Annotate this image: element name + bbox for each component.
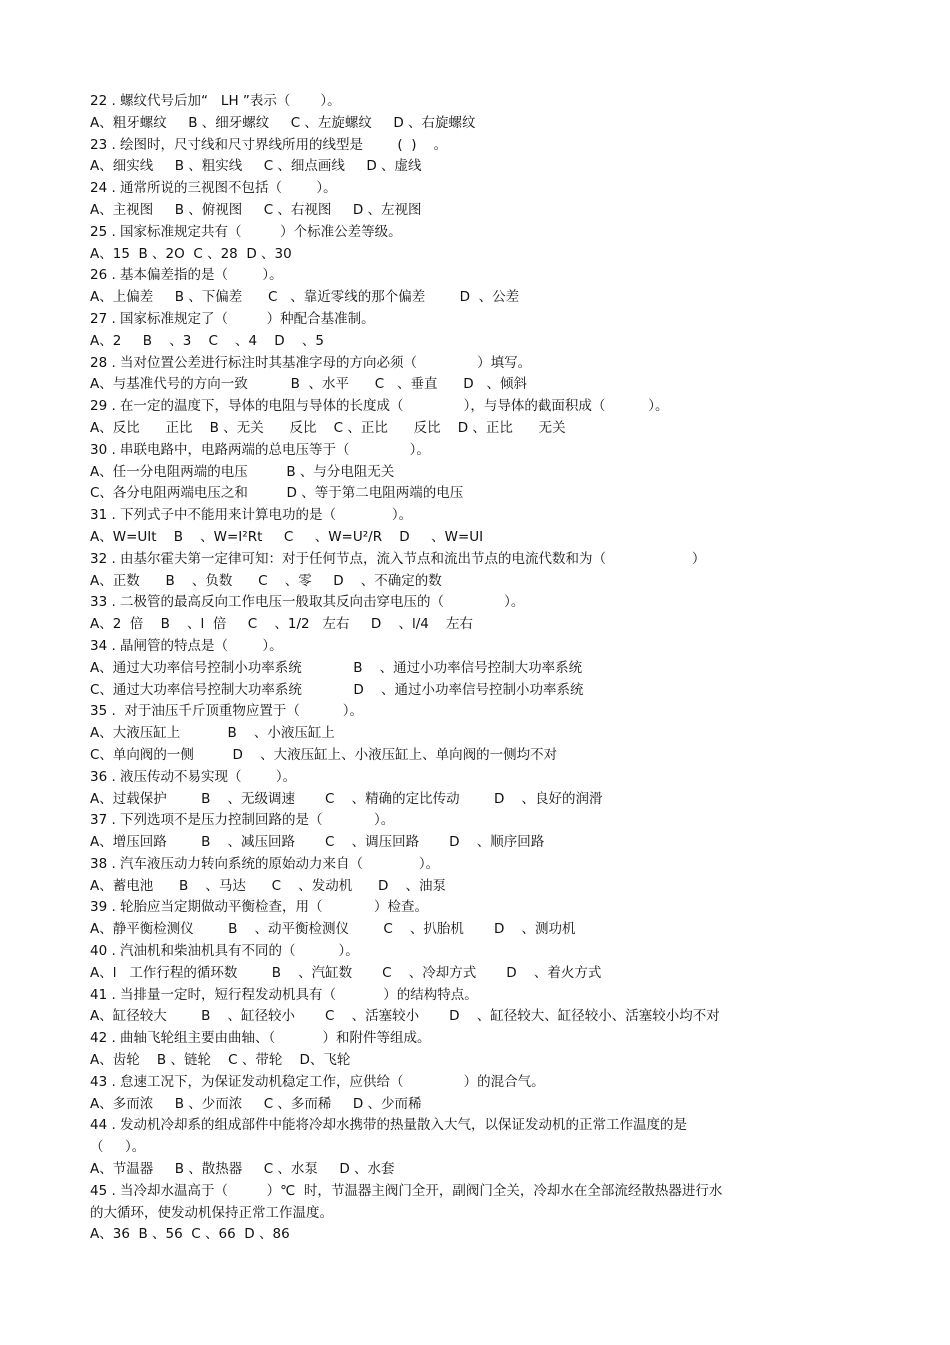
question-text: 35 . 对于油压千斤顶重物应置于（ ）。 bbox=[90, 703, 364, 720]
answer-options: A、大液压缸上 B 、小液压缸上 bbox=[90, 725, 335, 742]
answer-options: A、静平衡检测仪 B 、动平衡检测仪 C 、扒胎机 D 、测功机 bbox=[90, 921, 576, 938]
question-text: 的大循环，使发动机保持正常工作温度。 bbox=[90, 1204, 333, 1221]
answer-options: C、单向阀的一侧 D 、大液压缸上、小液压缸上、单向阀的一侧均不对 bbox=[90, 746, 558, 763]
answer-options: A、任一分电阻两端的电压 B 、与分电阻无关 bbox=[90, 463, 395, 480]
question-text: 23 . 绘图时，尺寸线和尺寸界线所用的线型是 ( ) 。 bbox=[90, 136, 448, 153]
answer-options: A、上偏差 B 、下偏差 C 、靠近零线的那个偏差 D 、公差 bbox=[90, 289, 520, 306]
question-text: 41 . 当排量一定时，短行程发动机具有（ ）的结构特点。 bbox=[90, 986, 478, 1003]
answer-options: A、节温器 B 、散热器 C 、水泵 D 、水套 bbox=[90, 1161, 395, 1178]
answer-options: A、多而浓 B 、少而浓 C 、多而稀 D 、少而稀 bbox=[90, 1095, 422, 1112]
question-text: 28 . 当对位置公差进行标注时其基准字母的方向必须（ ）填写。 bbox=[90, 354, 532, 371]
question-text: 32 . 由基尔霍夫第一定律可知：对于任何节点，流入节点和流出节点的电流代数和为（ ） bbox=[90, 550, 706, 567]
answer-options: A、缸径较大 B 、缸径较小 C 、活塞较小 D 、缸径较大、缸径较小、活塞较小均不对 bbox=[90, 1008, 720, 1025]
question-text: 22 . 螺纹代号后加“ LH ”表示（ ）。 bbox=[90, 93, 341, 109]
answer-options: C、各分电阻两端电压之和 D 、等于第二电阻两端的电压 bbox=[90, 485, 464, 502]
answer-options: A、过载保护 B 、无级调速 C 、精确的定比传动 D 、良好的润滑 bbox=[90, 790, 603, 807]
question-text: 40 . 汽油机和柴油机具有不同的（ ）。 bbox=[90, 943, 359, 960]
question-text: 29 . 在一定的温度下，导体的电阻与导体的长度成（ ），与导体的截面积成（ ）。 bbox=[90, 398, 669, 415]
question-text: 26 . 基本偏差指的是（ ）。 bbox=[90, 267, 283, 284]
question-text: 44 . 发动机冷却系的组成部件中能将冷却水携带的热量散入大气，以保证发动机的正常工作温度的是 bbox=[90, 1117, 688, 1134]
answer-options: A、与基准代号的方向一致 B 、水平 C 、垂直 D 、倾斜 bbox=[90, 376, 528, 393]
answer-options: A、2 倍 B 、l 倍 C 、1/2 左右 D 、l/4 左右 bbox=[90, 616, 474, 633]
answer-options: A、齿轮 B 、链轮 C 、带轮 D、飞轮 bbox=[90, 1052, 351, 1069]
answer-options: C、通过大功率信号控制大功率系统 D 、通过小功率信号控制小功率系统 bbox=[90, 681, 584, 698]
question-text: 25 . 国家标准规定共有（ ）个标准公差等级。 bbox=[90, 223, 402, 240]
answer-options: A、粗牙螺纹 B 、细牙螺纹 C 、左旋螺纹 D 、右旋螺纹 bbox=[90, 114, 476, 131]
answer-options: A、36 B 、56 C 、66 D 、86 bbox=[90, 1226, 290, 1243]
question-list bbox=[90, 91, 810, 1246]
answer-options: A、反比 正比 B 、无关 反比 C 、正比 反比 D 、正比 无关 bbox=[90, 419, 566, 436]
answer-options: A、通过大功率信号控制小功率系统 B 、通过小功率信号控制大功率系统 bbox=[90, 659, 583, 676]
answer-options: A、15 B 、2O C 、28 D 、30 bbox=[90, 245, 292, 262]
answer-options: A、细实线 B 、粗实线 C 、细点画线 D 、虚线 bbox=[90, 158, 422, 175]
question-text: 37 . 下列选项不是压力控制回路的是（ ）。 bbox=[90, 812, 395, 829]
question-text: 43 . 怠速工况下，为保证发动机稳定工作，应供给（ ）的混合气。 bbox=[90, 1073, 545, 1090]
answer-options: A、正数 B 、负数 C 、零 D 、不确定的数 bbox=[90, 572, 442, 589]
question-text: 34 . 晶闸管的特点是（ ）。 bbox=[90, 637, 283, 654]
answer-options: A、蓄电池 B 、马达 C 、发动机 D 、油泵 bbox=[90, 877, 447, 894]
question-text: 24 . 通常所说的三视图不包括（ ）。 bbox=[90, 180, 337, 197]
answer-options: A、W=UIt B 、W=I²Rt C 、W=U²/R D 、W=UI bbox=[90, 528, 484, 545]
answer-options: A、主视图 B 、俯视图 C 、右视图 D 、左视图 bbox=[90, 201, 422, 218]
answer-options: A、2 B 、3 C 、4 D 、5 bbox=[90, 332, 324, 349]
answer-options: A、增压回路 B 、减压回路 C 、调压回路 D 、顺序回路 bbox=[90, 834, 545, 851]
question-text: 42 . 曲轴飞轮组主要由曲轴、（ ）和附件等组成。 bbox=[90, 1030, 431, 1047]
question-text: 27 . 国家标准规定了（ ）种配合基准制。 bbox=[90, 310, 375, 327]
question-text: 30 . 串联电路中，电路两端的总电压等于（ ）。 bbox=[90, 441, 430, 458]
question-text: 33 . 二极管的最高反向工作电压一般取其反向击穿电压的（ ）。 bbox=[90, 594, 525, 611]
question-text: 39 . 轮胎应当定期做动平衡检查，用（ ）检查。 bbox=[90, 899, 429, 916]
question-text: 45 . 当冷却水温高于（ ）℃ 时，节温器主阀门全开，副阀门全关，冷却水在全部流经散热器进行水 bbox=[90, 1182, 723, 1199]
answer-options: A、l 工作行程的循环数 B 、汽缸数 C 、冷却方式 D 、着火方式 bbox=[90, 964, 602, 981]
question-text: 31 . 下列式子中不能用来计算电功的是（ ）。 bbox=[90, 507, 413, 524]
question-text: 36 . 液压传动不易实现（ ）。 bbox=[90, 768, 297, 785]
question-text: 38 . 汽车液压动力转向系统的原始动力来自（ ）。 bbox=[90, 855, 440, 872]
question-text: （ ）。 bbox=[90, 1139, 146, 1156]
